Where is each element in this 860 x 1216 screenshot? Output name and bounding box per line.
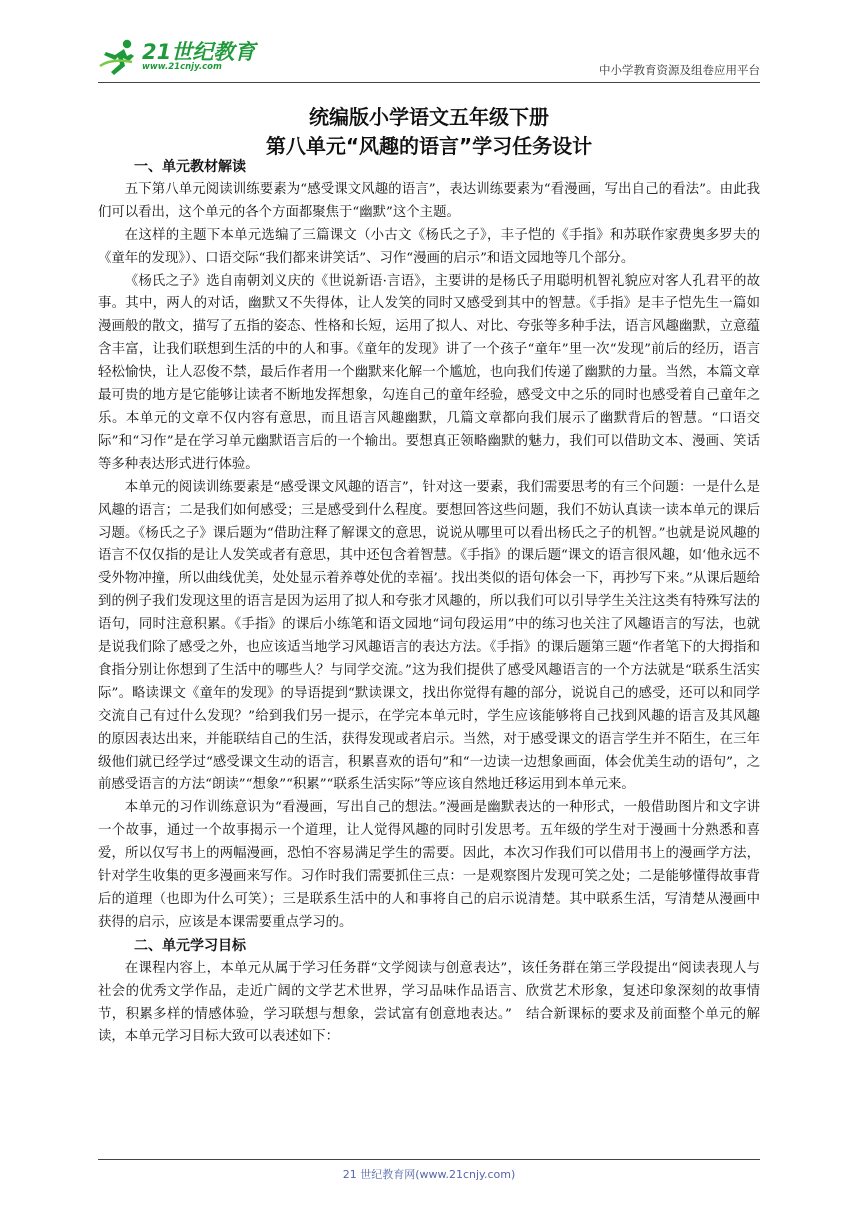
- document-subtitle: 第八单元“风趣的语言”学习任务设计: [265, 134, 593, 158]
- paragraph: 本单元的习作训练意识为“看漫画，写出自己的想法。”漫画是幽默表达的一种形式，一般借助图片和文字讲一个故事，通过一个故事揭示一个道理，让人觉得风趣的同时引发思考。五年级的学生对于漫画十分熟悉和喜爱，所以仅写书上的两幅漫画，恐怕不容易满足学生的需要。因此，本次习作我们可以借用书上的漫画学方法，针对学生收集的更多漫画来写作。习作时我们需要抓住三点：一是观察图片发现可笑之处；二是能够懂得故事背后的道理（也即为什么可笑）；三是联系生活中的人和事将自己的启示说清楚。其中联系生活，写清楚从漫画中获得的启示，应该是本课需要重点学习的。: [98, 800, 760, 930]
- paragraph: 本单元的阅读训练要素是“感受课文风趣的语言”，针对这一要素，我们需要思考的有三个问题：一是什么是风趣的语言；二是我们如何感受；三是感受到什么程度。要想回答这些问题，我们不妨认真读一读本单元的课后习题。《杨氏之子》课后题为“借助注释了解课文的意思，说说从哪里可以看出杨氏之子的机智。”也就是说风趣的语言不仅仅指的是让人发笑或者有意思，其中还包含着智慧。《手指》的课后题“课文的语言很风趣，如‘他永远不受外物冲撞，所以曲线优美，处处显示着养尊处优的幸福’。找出类似的语句体会一下，再抄写下来。”从课后题给到的例子我们发现这里的语言是因为运用了拟人和夸张才风趣的，所以我们可以引导学生关注这类有特殊写法的语句，同时注意积累。《手指》的课后小练笔和语文园地“词句段运用”中的练习也关注了风趣语言的写法，也就是说我们除了感受之外，也应该适当地学习风趣语言的表达方法。《手指》的课后题第三题“作者笔下的大拇指和食指分别让你想到了生活中的哪些人？与同学交流。”这为我们提供了感受风趣语言的一个方法就是“联系生活实际”。略读课文《童年的发现》的导语提到“默读课文，找出你觉得有趣的部分，说说自己的感受，还可以和同学交流自己有过什么发现？”给到我们另一提示，在学完本单元时，学生应该能够将自己找到风趣的语言及其风趣的原因表达出来，并能联结自己的生活，获得发现或者启示。当然，对于感受课文的语言学生并不陌生，在三年级他们就已经学过“感受课文生动的语言，积累喜欢的语句”和“一边读一边想象画面，体会优美生动的语句”，之前感受语言的方法“朗读”“想象”“积累”“联系生活实际”等应该自然地迁移运用到本单元来。: [98, 479, 760, 793]
- document-body: [98, 156, 760, 1049]
- paragraph: 在课程内容上，本单元从属于学习任务群“文学阅读与创意表达”，该任务群在第三学段提出“阅读表现人与社会的优秀文学作品，走近广阔的文学艺术世界，学习品味作品语言、欣赏艺术形象，复述印象深刻的故事情节，积累多样的情感体验，学习联想与想象，尝试富有创意地表达。” 结合新课标的要求及前面整个单元的解读，本单元学习目标大致可以表述如下：: [98, 960, 760, 1045]
- logo[interactable]: [98, 36, 288, 80]
- footer-divider: [98, 1159, 760, 1160]
- logo-url: www.21cnjy.com: [142, 62, 222, 72]
- document-title: 统编版小学语文五年级下册: [309, 105, 549, 129]
- paragraph: 在这样的主题下本单元选编了三篇课文（小古文《杨氏之子》，丰子恺的《手指》和苏联作家费奥多罗夫的《童年的发现》）、口语交际“我们都来讲笑话”、习作“漫画的启示”和语文园地等几个部分。: [98, 227, 760, 266]
- runner-logo-icon: [98, 38, 140, 78]
- logo-text: 21世纪教育: [142, 40, 256, 64]
- paragraph: 五下第八单元阅读训练要素为“感受课文风趣的语言”，表达训练要素为“看漫画，写出自己的看法”。由此我们可以看出，这个单元的各个方面都聚焦于“幽默”这个主题。: [98, 181, 760, 220]
- footer-link[interactable]: 21 世纪教育网(www.21cnjy.com): [342, 1168, 516, 1181]
- header-divider: [98, 82, 760, 83]
- paragraph: 《杨氏之子》选自南朝刘义庆的《世说新语·言语》，主要讲的是杨氏子用聪明机智礼貌应对客人孔君平的故事。其中，两人的对话，幽默又不失得体，让人发笑的同时又感受到其中的智慧。《手指》是丰子恺先生一篇如漫画般的散文，描写了五指的姿态、性格和长短，运用了拟人、对比、夸张等多种手法，语言风趣幽默，立意蕴含丰富，让我们联想到生活的中的人和事。《童年的发现》讲了一个孩子“童年”里一次“发现”前后的经历，语言轻松愉快，让人忍俊不禁，最后作者用一个幽默来化解一个尴尬，也向我们传递了幽默的力量。当然，本篇文章最可贵的地方是它能够让读者不断地发挥想象，勾连自己的童年经验，感受文中之乐的同时也感受着自己童年之乐。本单元的文章不仅内容有意思，而且语言风趣幽默，几篇文章都向我们展示了幽默背后的智慧。“口语交际”和“习作”是在学习单元幽默语言后的一个输出。要想真正领略幽默的魅力，我们可以借助文本、漫画、笑话等多种表达形式进行体验。: [98, 273, 760, 472]
- section-heading: 一、单元教材解读: [134, 159, 246, 175]
- section-heading: 二、单元学习目标: [134, 937, 246, 954]
- page-header: [98, 36, 760, 82]
- platform-label: 中小学教育资源及组卷应用平台: [599, 63, 760, 77]
